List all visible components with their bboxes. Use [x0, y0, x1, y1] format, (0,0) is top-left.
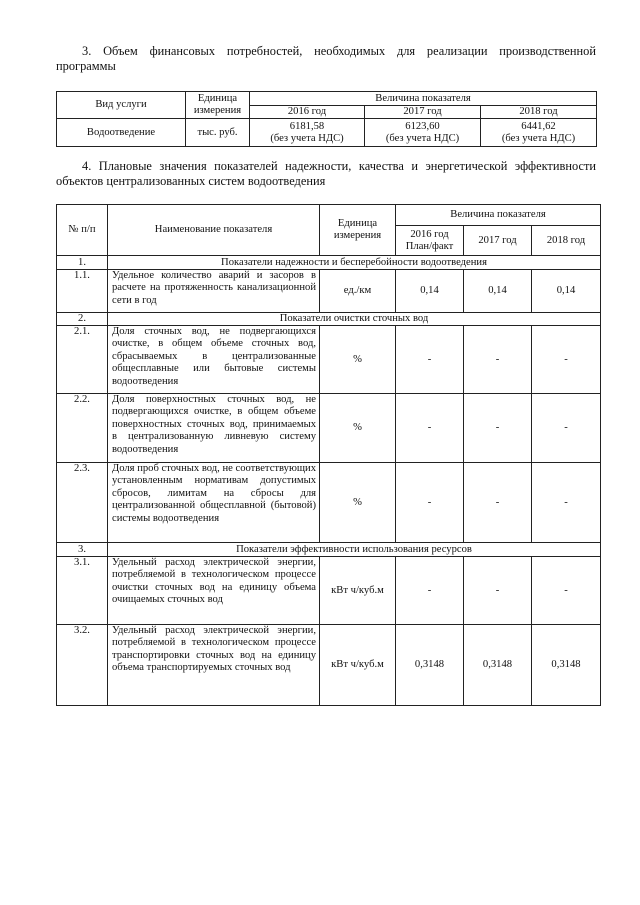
- table-row: [57, 625, 601, 706]
- row-name: Доля сточных вод, не подвергающихся очистке, в общем объеме сточных вод, сбрасываемых в централизованные общесплавные или бытовые системы водоотведения: [108, 326, 320, 394]
- table-row: [57, 557, 601, 625]
- fin-value-note: (без учета НДС): [501, 132, 576, 144]
- row-value-2017: -: [464, 463, 532, 543]
- section-title: Показатели надежности и бесперебойности водоотведения: [108, 256, 601, 270]
- section-row: [57, 256, 601, 270]
- row-unit: ед./км: [320, 270, 396, 313]
- section-num: 3.: [57, 543, 108, 557]
- row-name: Удельный расход электрической энергии, потребляемой в технологическом процессе очистки сточных вод на единицу объема очищаемых сточных вод: [108, 557, 320, 625]
- indicators-table: [56, 204, 601, 706]
- row-num: 2.2.: [57, 394, 108, 463]
- ind-header-value: Величина показателя: [396, 205, 601, 226]
- row-value-2016: -: [396, 463, 464, 543]
- ind-header-year-2018: 2018 год: [532, 226, 601, 256]
- row-value-2016: 0,14: [396, 270, 464, 313]
- fin-row-service: Водоотведение: [57, 119, 186, 147]
- fin-value-note: (без учета НДС): [385, 132, 460, 144]
- section-title: Показатели очистки сточных вод: [108, 313, 601, 326]
- fin-header-year-2018: 2018 год: [481, 106, 597, 119]
- section-3-heading: [56, 44, 596, 74]
- section-4-heading-line-2: объектов централизованных систем водоотведения: [56, 174, 326, 188]
- row-value-2017: -: [464, 394, 532, 463]
- ind-header-year-2016: 2016 год План/факт: [396, 226, 464, 256]
- row-value-2016: -: [396, 326, 464, 394]
- row-num: 3.1.: [57, 557, 108, 625]
- fin-row-value-2017: [365, 119, 481, 147]
- row-value-2018: -: [532, 394, 601, 463]
- fin-value: 6441,62: [521, 120, 556, 132]
- row-value-2017: -: [464, 326, 532, 394]
- fin-header-service: Вид услуги: [57, 92, 186, 119]
- row-value-2018: 0,3148: [532, 625, 601, 706]
- row-value-2016: -: [396, 394, 464, 463]
- row-num: 2.1.: [57, 326, 108, 394]
- row-unit: %: [320, 394, 396, 463]
- row-value-2017: 0,14: [464, 270, 532, 313]
- ind-header-name: Наименование показателя: [108, 205, 320, 256]
- fin-header-year-2016: 2016 год: [250, 106, 365, 119]
- fin-header-year-2017: 2017 год: [365, 106, 481, 119]
- row-num: 2.3.: [57, 463, 108, 543]
- row-value-2016: -: [396, 557, 464, 625]
- fin-row-value-2018: [481, 119, 597, 147]
- row-num: 1.1.: [57, 270, 108, 313]
- row-name: Удельное количество аварий и засоров в расчете на протяженность канализационной сети в год: [108, 270, 320, 313]
- section-num: 2.: [57, 313, 108, 326]
- section-4-heading-line-1: 4. Плановые значения показателей надежности, качества и энергетической эффективности: [82, 159, 596, 173]
- ind-header-year-2017: 2017 год: [464, 226, 532, 256]
- row-unit: %: [320, 463, 396, 543]
- row-value-2016: 0,3148: [396, 625, 464, 706]
- row-unit: %: [320, 326, 396, 394]
- table-row: [57, 270, 601, 313]
- fin-value-note: (без учета НДС): [270, 132, 344, 144]
- row-value-2018: -: [532, 463, 601, 543]
- section-4-heading: [56, 159, 596, 189]
- fin-row-value-2016: [250, 119, 365, 147]
- row-num: 3.2.: [57, 625, 108, 706]
- fin-row-unit: тыс. руб.: [186, 119, 250, 147]
- fin-value: 6181,58: [289, 120, 325, 132]
- row-unit: кВт ч/куб.м: [320, 557, 396, 625]
- section-num: 1.: [57, 256, 108, 270]
- section-3-heading-line-2: программы: [56, 59, 116, 73]
- section-row: [57, 313, 601, 326]
- ind-header-unit: Единица измерения: [320, 205, 396, 256]
- section-title: Показатели эффективности использования ресурсов: [108, 543, 601, 557]
- fin-value: 6123,60: [405, 120, 440, 132]
- row-value-2017: -: [464, 557, 532, 625]
- financial-needs-table: [56, 91, 597, 147]
- row-value-2017: 0,3148: [464, 625, 532, 706]
- row-name: Удельный расход электрической энергии, потребляемой в технологическом процессе транспортировки сточных вод на единицу объема транспортируемых сточных вод: [108, 625, 320, 706]
- table-row: [57, 394, 601, 463]
- section-row: [57, 543, 601, 557]
- row-value-2018: -: [532, 557, 601, 625]
- ind-header-num: № п/п: [57, 205, 108, 256]
- fin-header-value: Величина показателя: [250, 92, 597, 106]
- row-name: Доля проб сточных вод, не соответствующих установленным нормативам допустимых сбросов, лимитам на сбросы для централизованной общесплавной (бытовой) системы водоотведения: [108, 463, 320, 543]
- table-row: [57, 326, 601, 394]
- row-unit: кВт ч/куб.м: [320, 625, 396, 706]
- row-name: Доля поверхностных сточных вод, не подвергающихся очистке, в общем объеме поверхностных сточных вод, принимаемых в централизованную ливневую систему водоотведения: [108, 394, 320, 463]
- row-value-2018: -: [532, 326, 601, 394]
- table-row: [57, 463, 601, 543]
- row-value-2018: 0,14: [532, 270, 601, 313]
- section-3-heading-line-1: 3. Объем финансовых потребностей, необходимых для реализации производственной: [82, 44, 596, 58]
- fin-header-unit: Единица измерения: [186, 92, 250, 119]
